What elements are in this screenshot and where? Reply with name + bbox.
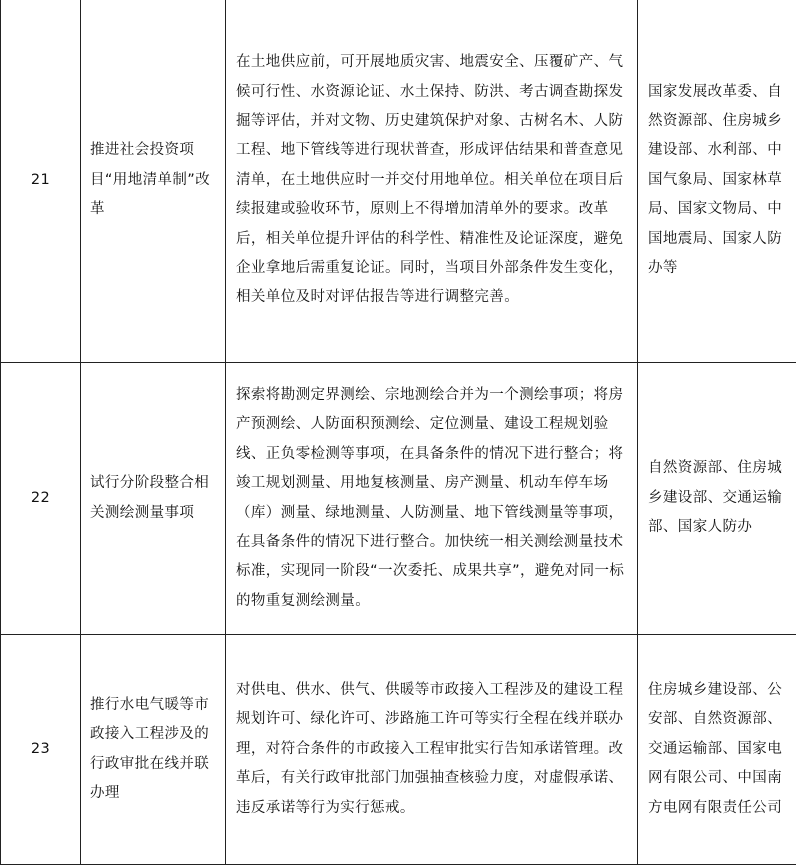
- responsible-departments: 国家发展改革委、自然资源部、住房城乡建设部、水利部、中国气象局、国家林草局、国家文物局、中国地震局、国家人防办等: [648, 83, 783, 277]
- table-row: [1, 363, 796, 635]
- responsible-departments: 自然资源部、住房城乡建设部、交通运输部、国家人防办: [648, 460, 783, 536]
- reform-item-name: 推行水电气暖等市政接入工程涉及的行政审批在线并联办理: [90, 696, 210, 801]
- reform-item-name: 推进社会投资项目“用地清单制”改革: [90, 142, 211, 218]
- responsible-departments-cell: [638, 0, 796, 363]
- reform-measure-text: 探索将勘测定界测绘、宗地测绘合并为一个测绘事项；将房产预测绘、人防面积预测绘、定位测量、建设工程规划验线、正负零检测等事项，在具备条件的情况下进行整合；将竣工规划测量、用地复核测量、房产测量、机动车停车场（库）测量、绿地测量、人防测量、地下管线测量等事项，在具备条件的情况下进行整合。加快统一相关测绘测量技术标准，实现同一阶段“一次委托、成果共享”，避免对同一标的物重复测绘测量。: [236, 386, 625, 609]
- reform-measure-cell: [226, 363, 638, 635]
- row-number-cell: [1, 363, 81, 635]
- responsible-departments: 住房城乡建设部、公安部、自然资源部、交通运输部、国家电网有限公司、中国南方电网有限责任公司: [648, 681, 783, 816]
- row-number: 21: [30, 171, 51, 188]
- reform-measure-text: 在土地供应前，可开展地质灾害、地震安全、压覆矿产、气候可行性、水资源论证、水土保持、防洪、考古调查勘探发掘等评估，并对文物、历史建筑保护对象、古树名木、人防工程、地下管线等进行现状普查，形成评估结果和普查意见清单，在土地供应时一并交付用地单位。相关单位在项目后续报建或验收环节，原则上不得增加清单外的要求。改革后，相关单位提升评估的科学性、精准性及论证深度，避免企业拿地后需重复论证。同时，当项目外部条件发生变化，相关单位及时对评估报告等进行调整完善。: [236, 54, 624, 306]
- reform-measure-cell: [226, 635, 638, 865]
- reform-item-cell: [81, 363, 226, 635]
- reform-item-name: 试行分阶段整合相关测绘测量事项: [90, 475, 210, 521]
- table-row: [1, 635, 796, 865]
- row-number: 23: [30, 740, 51, 757]
- row-number-cell: [1, 635, 81, 865]
- reform-measure-text: 对供电、供水、供气、供暖等市政接入工程涉及的建设工程规划许可、绿化许可、涉路施工许可等实行全程在线并联办理，对符合条件的市政接入工程审批实行告知承诺管理。改革后，有关行政审批部门加强抽查核验力度，对虚假承诺、违反承诺等行为实行惩戒。: [236, 681, 624, 816]
- reform-item-cell: [81, 635, 226, 865]
- reform-item-cell: [81, 0, 226, 363]
- row-number-cell: [1, 0, 81, 363]
- reform-measure-cell: [226, 0, 638, 363]
- responsible-departments-cell: [638, 363, 796, 635]
- row-number: 22: [30, 489, 51, 506]
- table-row: [1, 0, 796, 363]
- responsible-departments-cell: [638, 635, 796, 865]
